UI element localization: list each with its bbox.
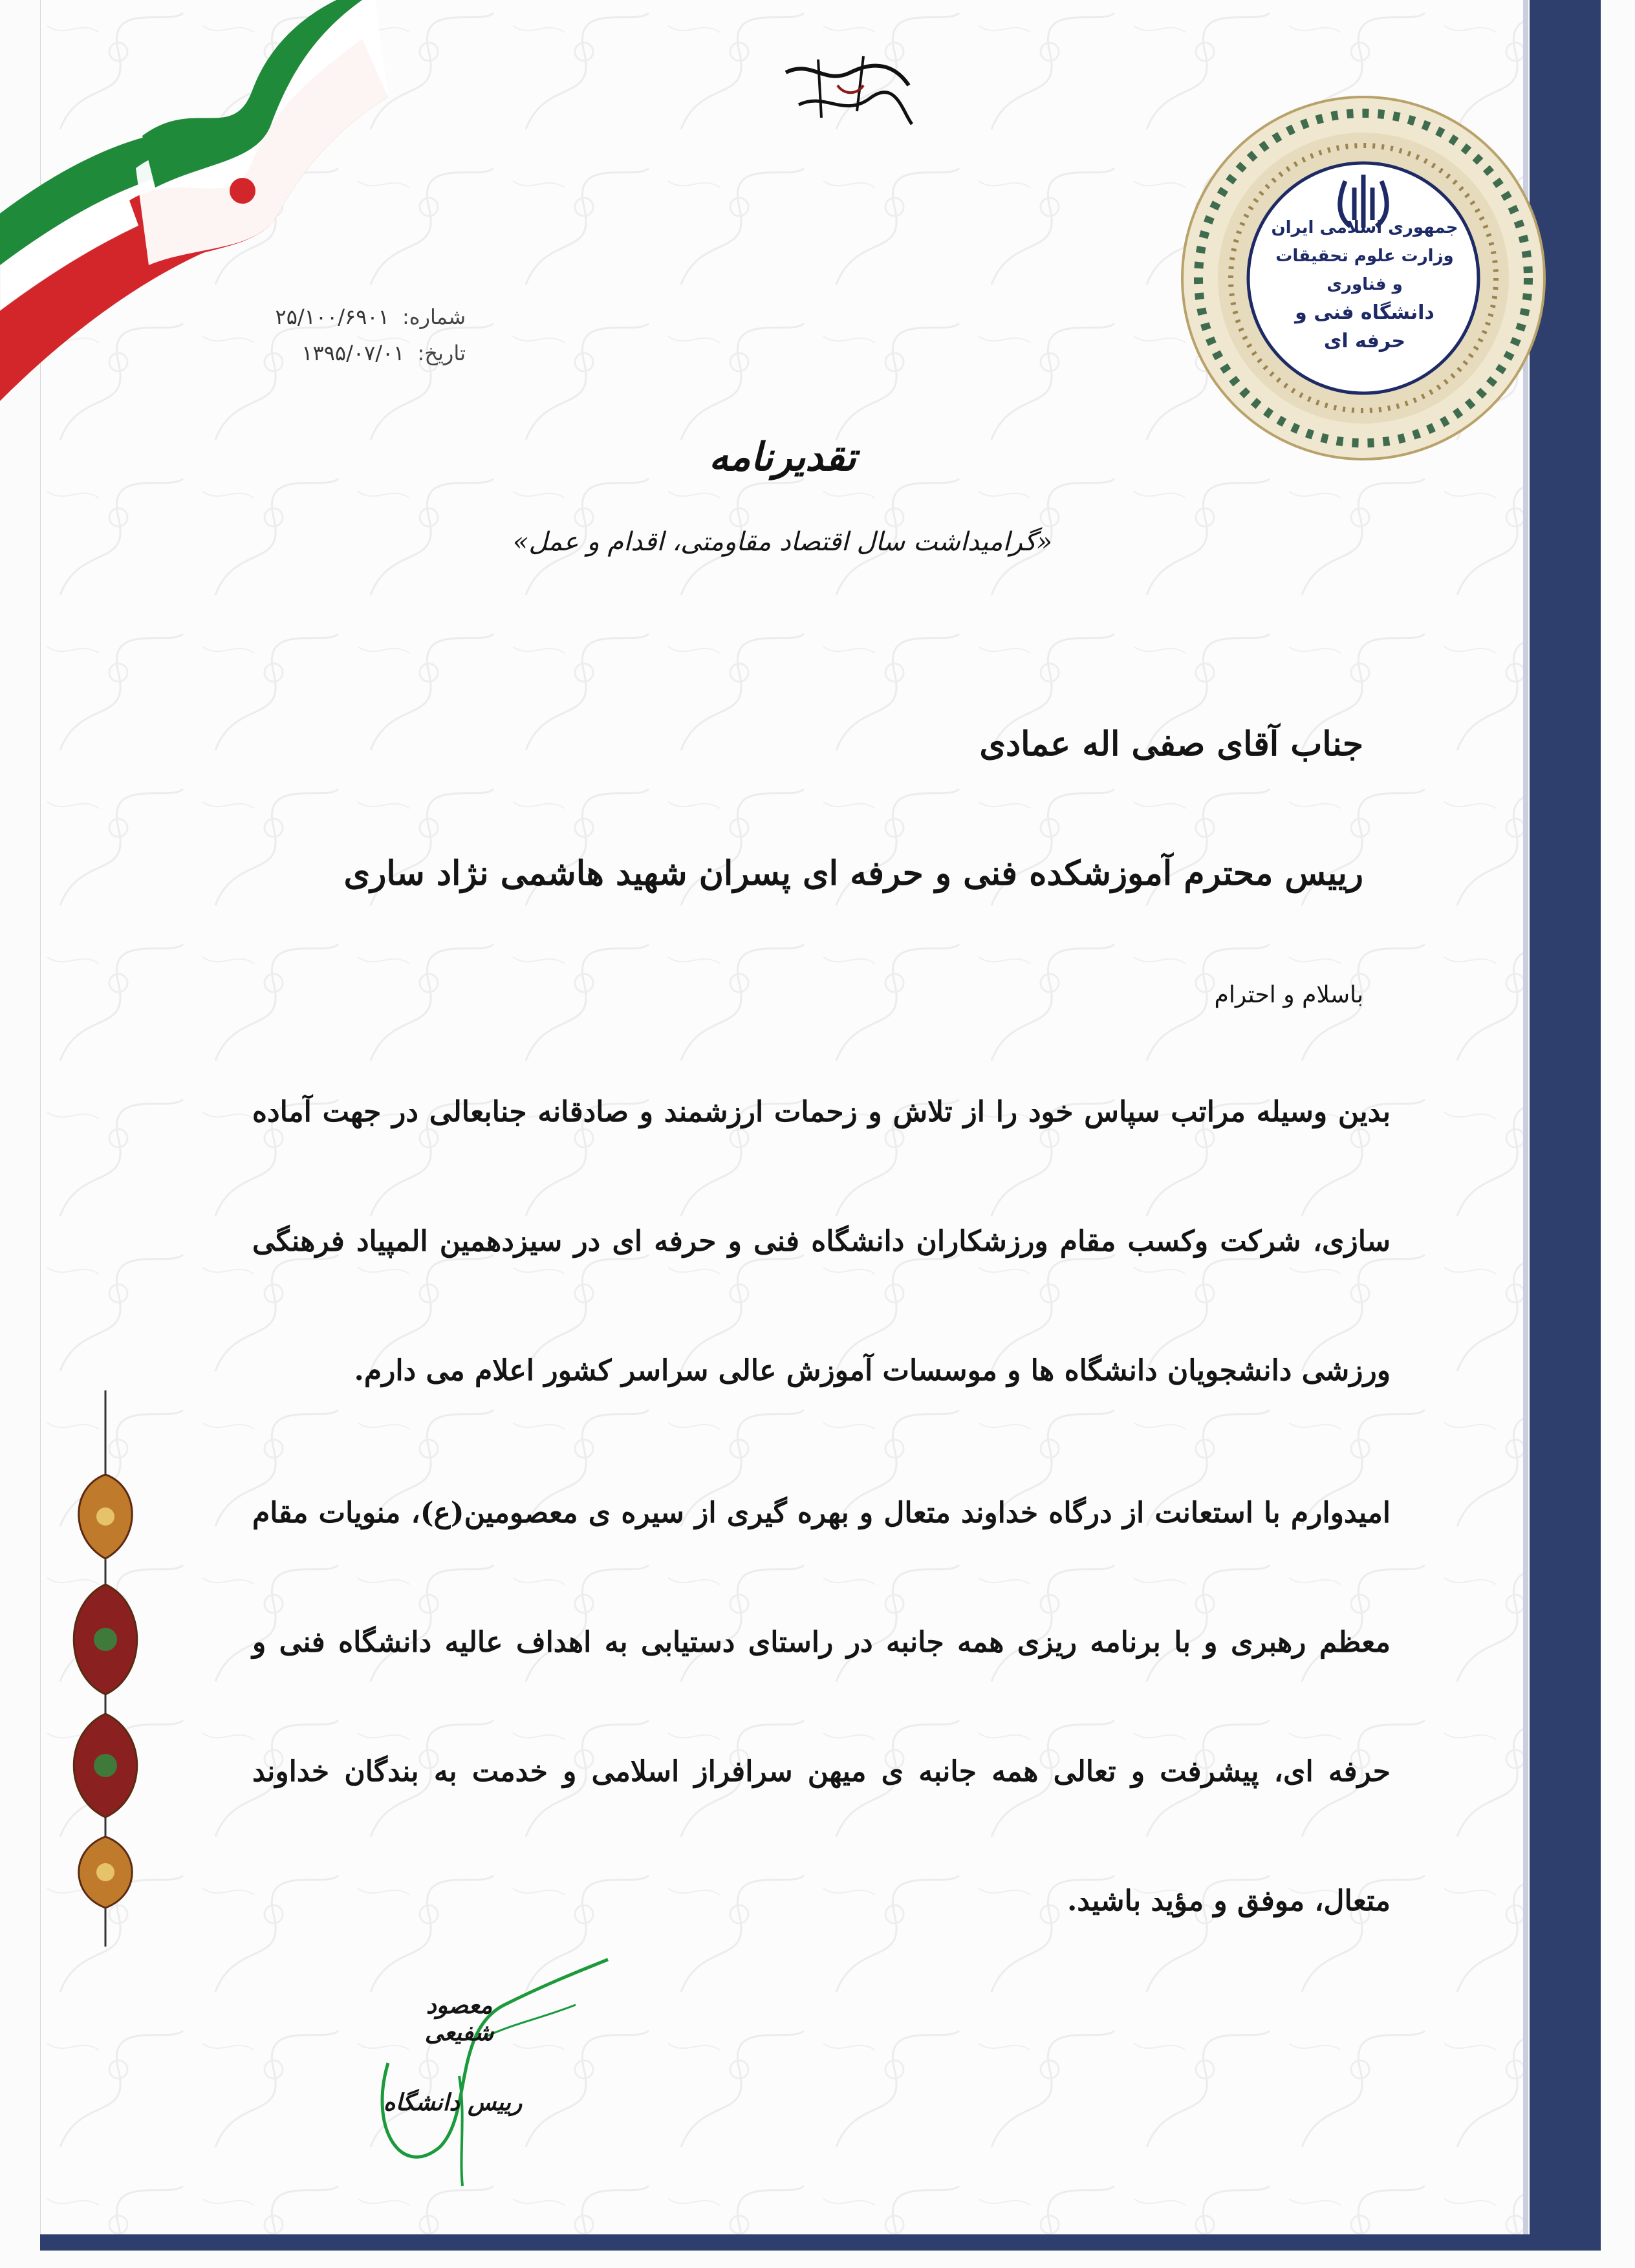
iran-flag-icon [0,0,517,440]
recipient-salutation: جناب آقای صفی اله عمادی [979,724,1363,764]
bottom-band [40,2234,1601,2251]
year-motto: «گرامیداشت سال اقتصاد مقاومتی، اقدام و عمل» [512,527,1053,557]
letter-meta [259,299,466,371]
side-ornament-icon [63,1390,147,1947]
bismillah-calligraphy-icon [773,47,922,144]
signatory-name: معصود شفیعی [424,1992,494,2046]
recipient-position: رییس محترم آموزشکده فنی و حرفه ای پسران شهید هاشمی نژاد ساری [343,854,1363,893]
signature-stroke [362,1934,634,2192]
body-paragraph-appreciation: بدین وسیله مراتب سپاس خود را از تلاش و زحمات ارزشمند و صادقانه جنابعالی در جهت آماده سازی، شرکت وکسب مقام ورزشکاران دانشگاه فنی و حرفه ای در سیزدهمین المپیاد فرهنگی ورزشی دانشجویان دانشگاه ها و موسسات آموزش عالی سراسر کشور اعلام می دارم. [252,1096,1391,1387]
certificate-title: تقدیرنامه [709,435,856,480]
emblem-caption: جمهوری اسلامی ایران وزارت علوم تحقیقات و فناوری دانشگاه فنی و حرفه ای [1271,218,1458,352]
letter-number: شماره: ۲۵/۱۰۰/۶۹۰۱ [275,305,466,329]
body-paragraph-wishes: امیدوارم با استعانت از درگاه خداوند متعال و بهره گیری از سیره ی معصومین(ع)، منویات مقام معظم رهبری و با برنامه ریزی همه جانبه در راستای دستیابی به اهداف عالیه دانشگاه فنی و حرفه ای، پیشرفت و تعالی همه جانبه ی میهن سرافراز اسلامی و خدمت به بندگان خداوند متعال، موفق و مؤید باشید. [252,1496,1391,1917]
signatory-title: رییس دانشگاه [383,2089,523,2116]
greeting: باسلام و احترام [1214,982,1363,1008]
letter-date: تاریخ: ۱۳۹۵/۰۷/۰۱ [301,341,466,365]
